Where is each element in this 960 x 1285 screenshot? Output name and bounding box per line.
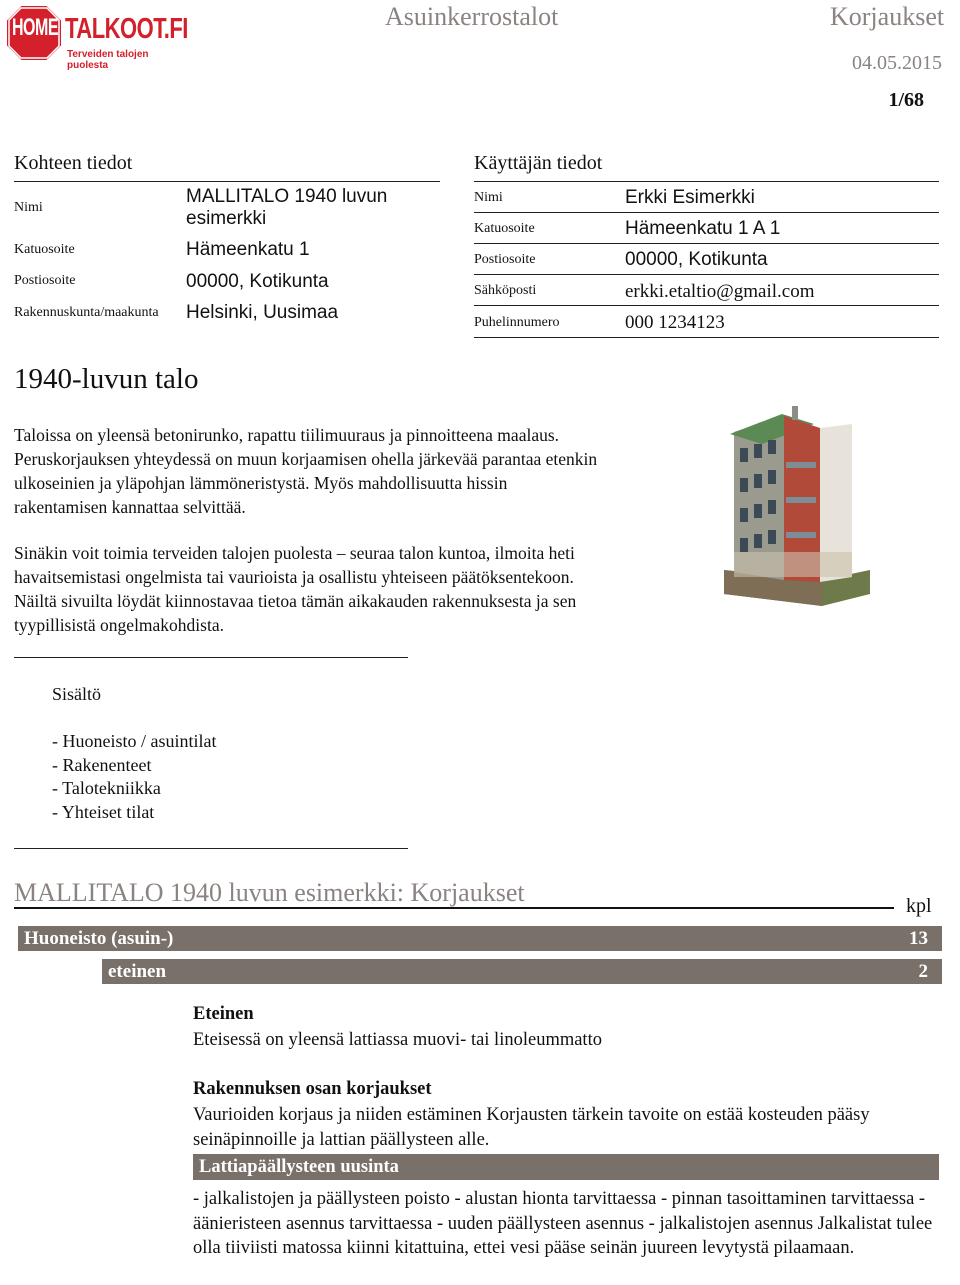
category-title: Asuinkerrostalot <box>385 2 559 31</box>
toc-item[interactable]: - Talotekniikka <box>52 778 161 798</box>
toc-item[interactable]: - Huoneisto / asuintilat <box>52 731 217 751</box>
toc-title: Sisältö <box>52 684 102 704</box>
divider <box>14 181 440 182</box>
logo-tagline: Terveiden talojen puolesta <box>67 49 149 71</box>
property-municipality-label: Rakennuskunta/maakunta <box>14 305 159 320</box>
intro-paragraph-2: Sinäkin voit toimia terveiden talojen puolesta – seuraa talon kuntoa, ilmoita heti havaitsemistasi ongelmista tai vaurioista ja osallistu yhteiseen päätöksentekoon. Näiltä sivuilta löydät kiinnostavaa tietoa tämän aikakauden rakennuksesta ja sen tyypillisistä ongelmakohdista. <box>14 543 577 635</box>
property-name-label: Nimi <box>14 200 43 215</box>
property-municipality-value: Helsinki, Uusimaa <box>186 302 339 323</box>
print-date: 04.05.2015 <box>852 52 942 74</box>
hometalkoot-logo[interactable] <box>5 4 188 71</box>
task-row-lattiapaallyste[interactable] <box>193 1154 939 1180</box>
user-name-label: Nimi <box>474 190 503 205</box>
building-illustration <box>722 402 882 607</box>
group-row-huoneisto[interactable] <box>18 926 942 951</box>
item-title: Eteinen <box>193 1004 254 1024</box>
intro-paragraph-1: Taloissa on yleensä betonirunko, rapattu tiilimuuraus ja pinnoitteena maalaus. Peruskorjauksen yhteydessä on muun korjaamisen ohella järkevää parantaa etenkin ulkoseinien ja yläpohjan lämmöneristystä. Myös mahdollisuutta hissin rakentamisen kannattaa selvittää. <box>14 425 598 517</box>
user-street-label: Katuosoite <box>474 221 535 236</box>
property-info-title: Kohteen tiedot <box>14 152 133 174</box>
user-postal-label: Postiosoite <box>474 252 536 267</box>
task-label: Lattiapäällysteen uusinta <box>199 1156 399 1177</box>
divider <box>474 274 939 275</box>
user-phone-value: 000 1234123 <box>625 312 725 333</box>
divider <box>474 305 939 306</box>
toc-item[interactable]: - Rakenenteet <box>52 755 152 775</box>
property-postal-value: 00000, Kotikunta <box>186 271 329 292</box>
user-info-title: Käyttäjän tiedot <box>474 152 603 174</box>
divider <box>14 657 408 658</box>
user-email-label: Sähköposti <box>474 283 537 298</box>
user-email-value[interactable]: erkki.etaltio@gmail.com <box>625 281 815 302</box>
user-name-value: Erkki Esimerkki <box>625 187 755 208</box>
user-street-value: Hämeenkatu 1 A 1 <box>625 218 781 239</box>
property-name-value: MALLITALO 1940 luvun esimerkki <box>186 186 388 229</box>
house-era-heading: 1940-luvun talo <box>14 363 199 395</box>
subgroup-label: eteinen <box>108 960 167 982</box>
task-description: - jalkalistojen ja päällysteen poisto - alustan hionta tarvittaessa - pinnan tasoittaminen tarvittaessa - äänieristeen asennus tarvittaessa - uuden päällysteen asennus - jalkalistojen asennus Jalkalistat tulee olla tiiviisti matossa kiinni kitattuina, ettei vesi pääse seinän juureen levytystä pilaamaan. <box>193 1189 933 1258</box>
page-number: 1/68 <box>888 89 924 111</box>
subgroup-row-eteinen[interactable] <box>102 959 942 984</box>
logo-home-text: HOME <box>12 15 58 41</box>
user-postal-value: 00000, Kotikunta <box>625 249 768 270</box>
logo-talkoot-text: TALKOOT.FI <box>65 12 188 45</box>
repairs-list-title: MALLITALO 1940 luvun esimerkki: Korjaukset <box>14 878 525 907</box>
count-column-header: kpl <box>906 895 932 917</box>
property-street-label: Katuosoite <box>14 242 75 257</box>
repair-heading: Rakennuksen osan korjaukset <box>193 1079 432 1099</box>
subgroup-count: 2 <box>918 960 928 982</box>
divider <box>474 181 939 182</box>
divider <box>14 848 408 849</box>
section-title: Korjaukset <box>830 2 945 31</box>
item-description: Eteisessä on yleensä lattiassa muovi- tai linoleummatto <box>193 1030 602 1050</box>
user-phone-label: Puhelinnumero <box>474 315 560 330</box>
group-label: Huoneisto (asuin-) <box>24 927 174 949</box>
divider <box>474 212 939 213</box>
divider <box>14 907 894 909</box>
toc-item[interactable]: - Yhteiset tilat <box>52 802 155 822</box>
group-count: 13 <box>909 927 928 949</box>
repair-description: Vaurioiden korjaus ja niiden estäminen Korjausten tärkein tavoite on estää kosteuden pääsy seinäpinnoille ja lattian päällysteen alle. <box>193 1105 870 1150</box>
divider <box>474 243 939 244</box>
property-postal-label: Postiosoite <box>14 273 76 288</box>
divider <box>474 337 939 338</box>
property-street-value: Hämeenkatu 1 <box>186 239 310 260</box>
